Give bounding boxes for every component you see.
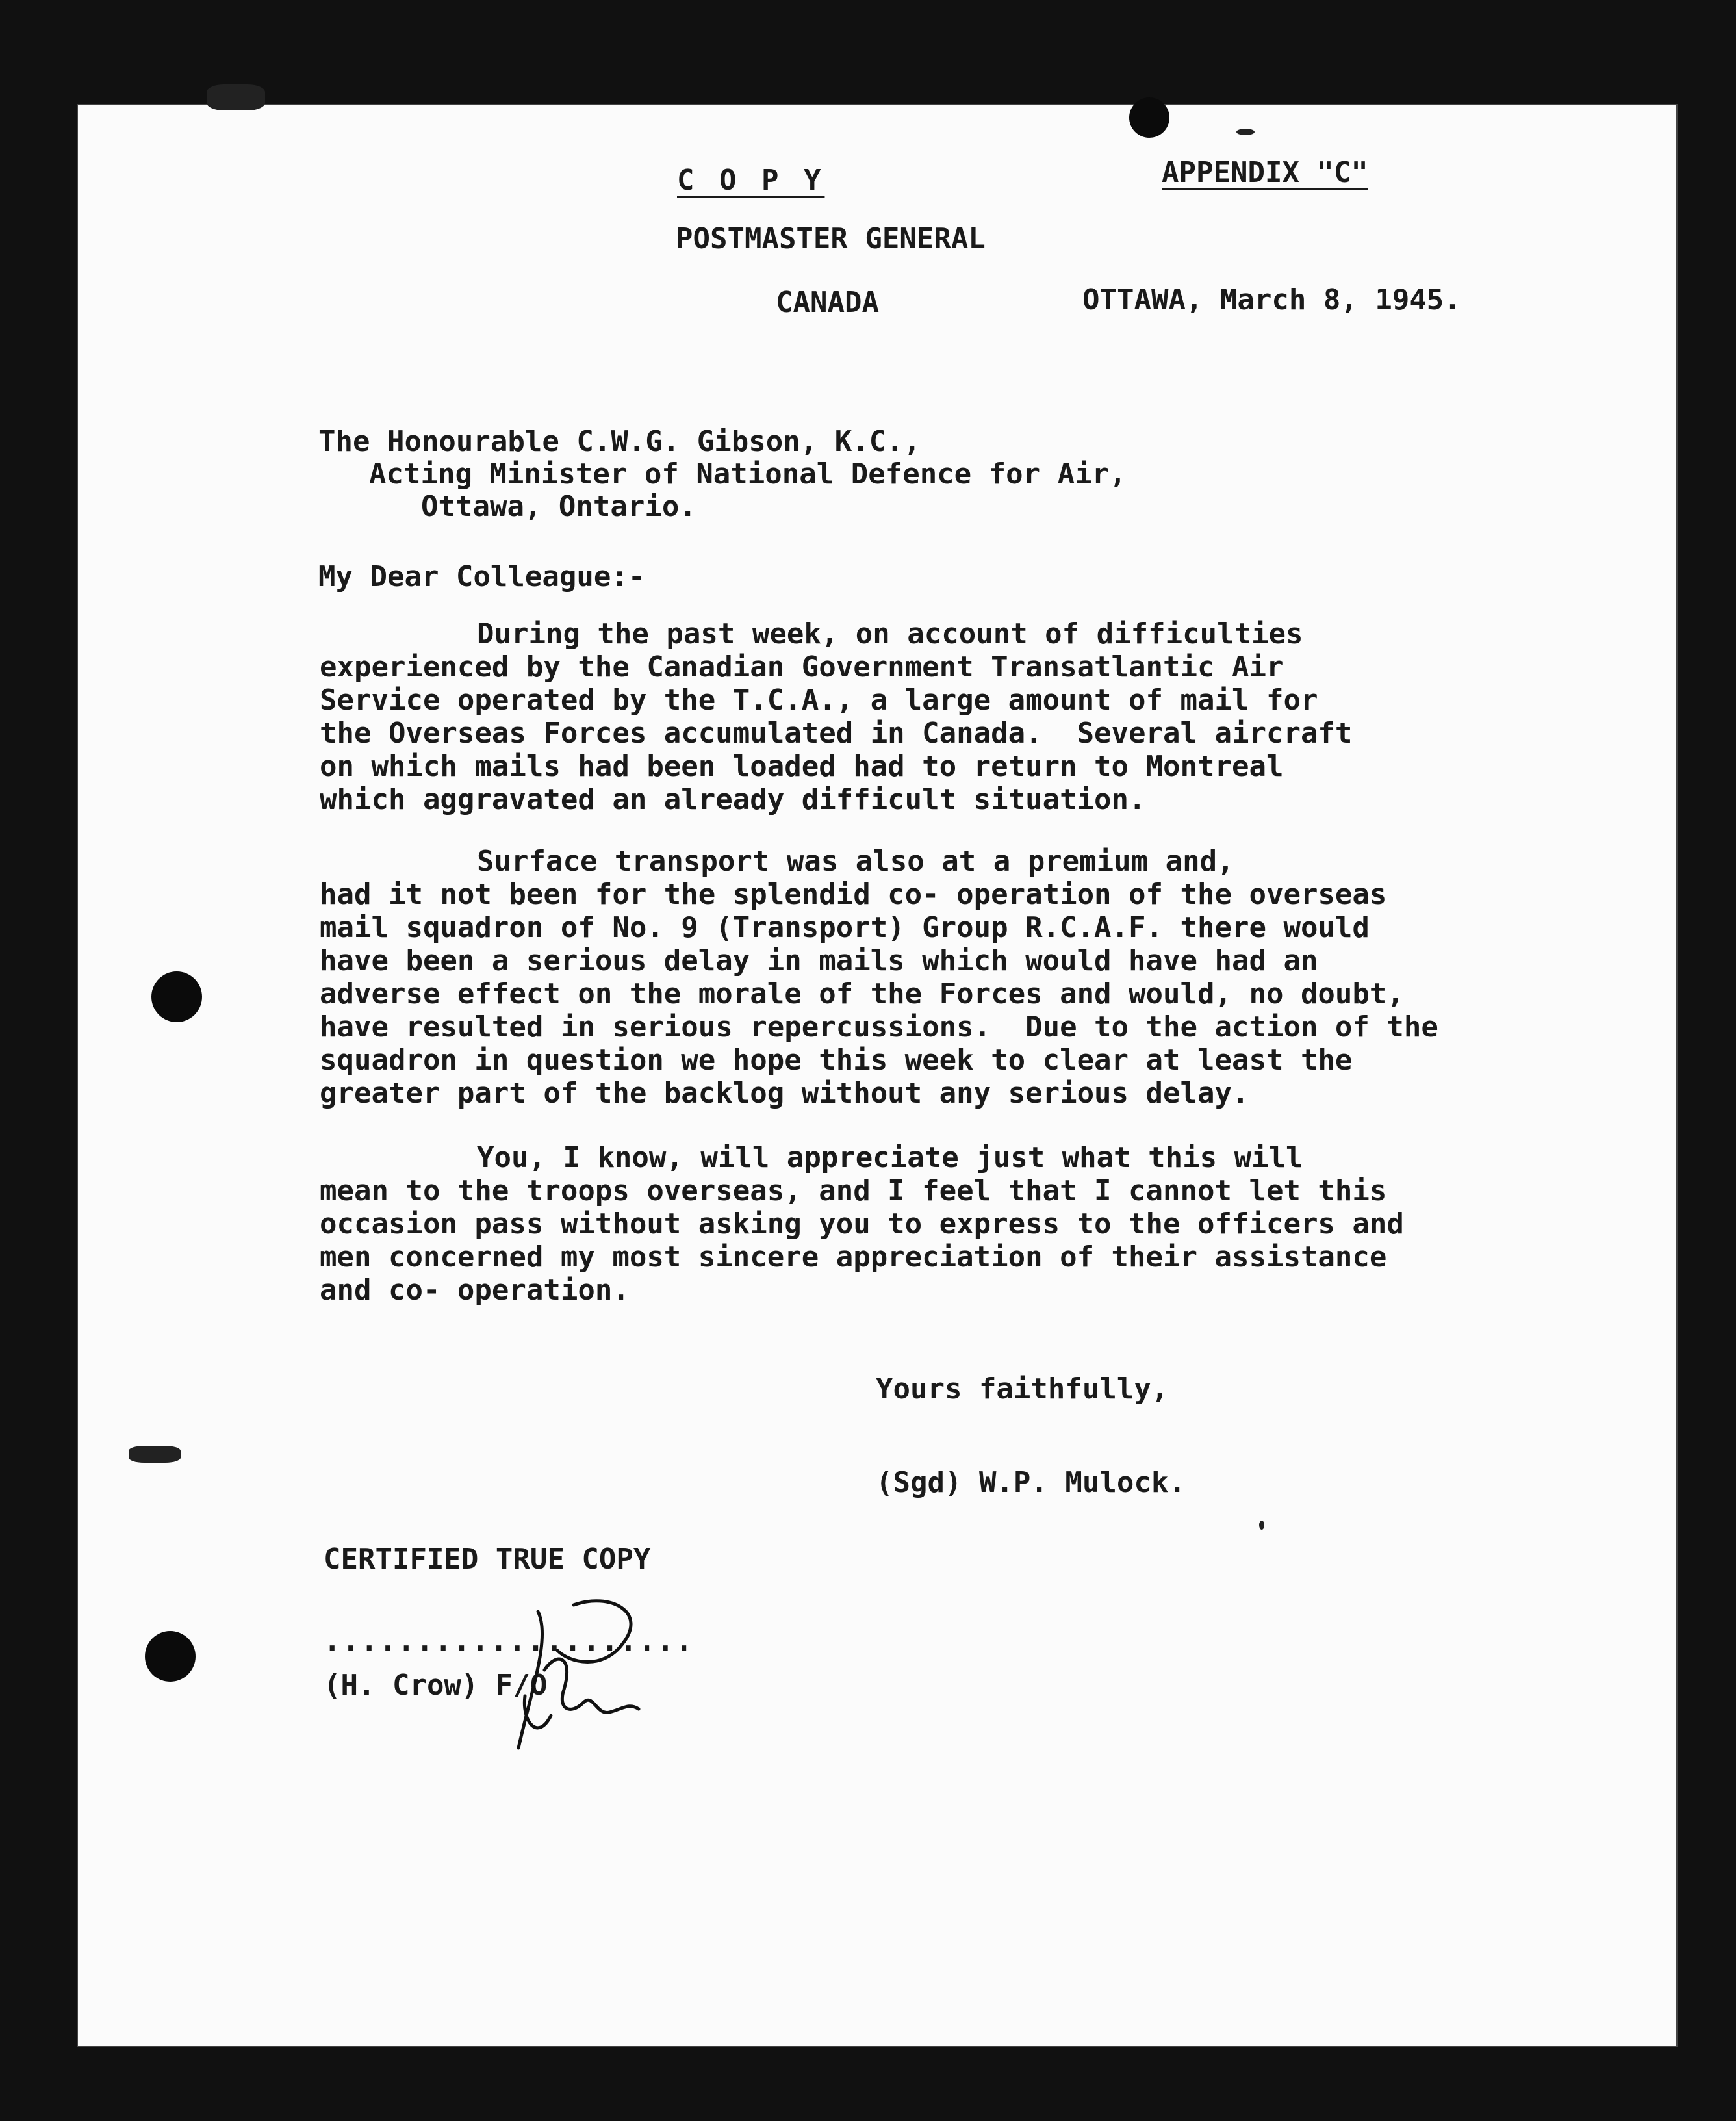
- addressee-line-2: Acting Minister of National Defence for Air,: [369, 457, 1127, 491]
- body-paragraph-2: Surface transport was also at a premium and, had it not been for the splendid co- operation of the overseas mail squadron of No. 9 (Transport) Group R.C.A.F. there would have been a serious delay in mails which would have had an adverse effect on the morale of the Forces and would, no doubt, have resulted in serious repercussions. Due to the action of the squadron in question we hope this week to clear at least the greater part of the backlog without any serious delay.: [320, 845, 1438, 1110]
- signature-dotted-line: ....................: [324, 1625, 694, 1658]
- appendix-label: APPENDIX "C": [1162, 156, 1368, 189]
- punch-hole-top: [1129, 97, 1169, 138]
- addressee-line-1: The Honourable C.W.G. Gibson, K.C.,: [318, 425, 921, 458]
- certified-true-copy-label: CERTIFIED TRUE COPY: [324, 1543, 651, 1576]
- document-page: [77, 104, 1678, 2047]
- salutation: My Dear Colleague:-: [318, 560, 646, 593]
- country-heading: CANADA: [776, 286, 879, 319]
- handwritten-signature: [460, 1586, 674, 1768]
- signed-name: (Sgd) W.P. Mulock.: [876, 1466, 1186, 1499]
- ink-speck: [1259, 1521, 1264, 1530]
- ink-speck: [207, 84, 265, 110]
- certifier-name: (H. Crow) F/O: [324, 1669, 548, 1702]
- place-date: OTTAWA, March 8, 1945.: [1082, 283, 1461, 316]
- office-heading: POSTMASTER GENERAL: [676, 222, 986, 255]
- punch-hole-lower: [145, 1631, 196, 1682]
- body-paragraph-1: During the past week, on account of difficulties experienced by the Canadian Government Transatlantic Air Service operated by the T.C.A., a large amount of mail for the Overseas Forces accumulated in Canada. Several aircraft on which mails had been loaded had to return to Montreal which aggravated an already difficult situation.: [320, 617, 1353, 816]
- ink-speck: [1236, 129, 1255, 135]
- copy-heading: C O P Y: [677, 164, 825, 197]
- body-paragraph-3: You, I know, will appreciate just what this will mean to the troops overseas, and I feel that I cannot let this occasion pass without asking you to express to the officers and men concerned my most sincere appreciation of their assistance and co- operation.: [320, 1141, 1404, 1307]
- valediction: Yours faithfully,: [876, 1372, 1169, 1406]
- ink-speck: [129, 1446, 181, 1463]
- addressee-line-3: Ottawa, Ontario.: [421, 490, 696, 523]
- punch-hole-upper: [151, 971, 202, 1022]
